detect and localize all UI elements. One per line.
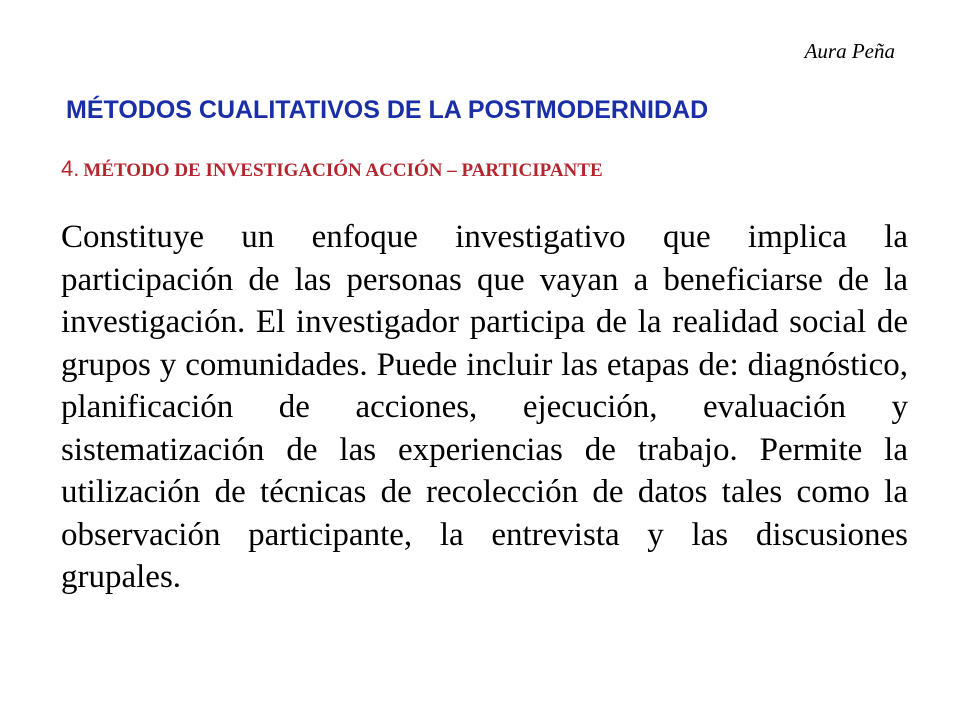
slide-subtitle: [61, 158, 603, 180]
author-name: Aura Peña: [804, 39, 895, 63]
slide-title: MÉTODOS CUALITATIVOS DE LA POSTMODERNIDAD: [66, 96, 709, 124]
body-paragraph: Constituye un enfoque investigativo que implica la participación de las personas que vayan a beneficiarse de la investigación. El investigador participa de la realidad social de grupos y comunidades. Puede incluir las etapas de: diagnóstico, planificación de acciones, ejecución, evaluación y sistematización de las experiencias de trabajo. Permite la utilización de técnicas de recolección de datos tales como la observación participante, la entrevista y las discusiones grupales.: [61, 219, 908, 595]
subtitle-number: 4.: [61, 156, 80, 181]
subtitle-text: MÉTODO DE INVESTIGACIÓN ACCIÓN – PARTICIPANTE: [83, 160, 603, 181]
